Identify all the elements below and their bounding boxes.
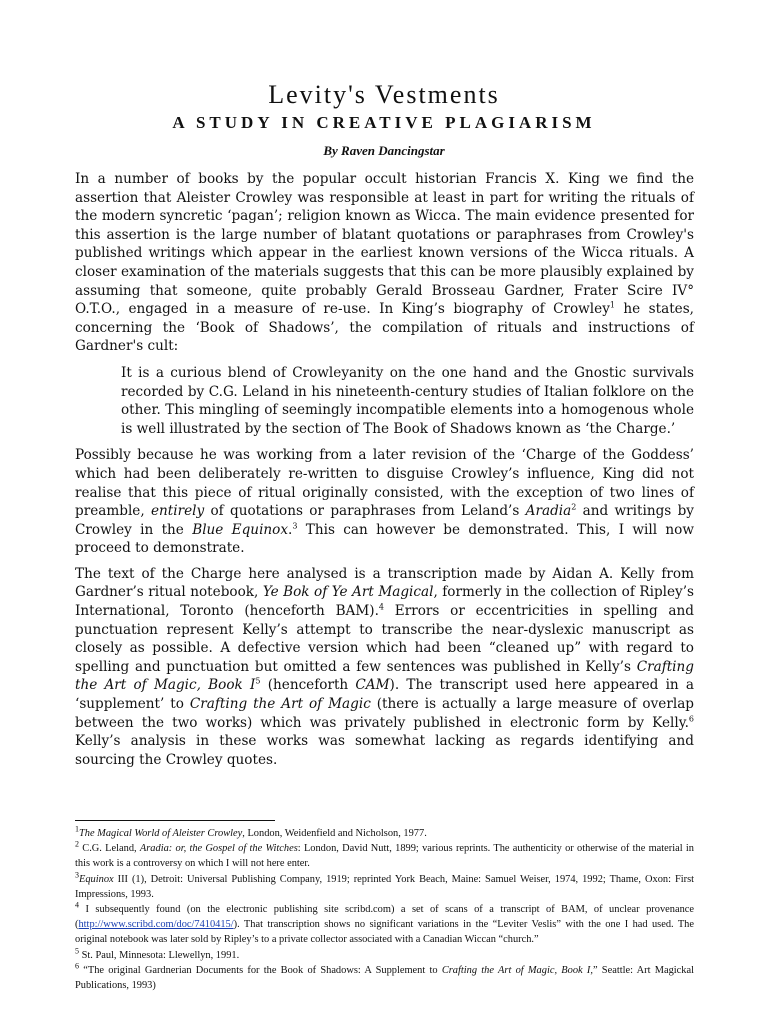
paragraph-1: In a number of books by the popular occult historian Francis X. King we find the assertion that Aleister Crowley was responsible at least in part for writing the rituals of the modern syncretic ‘pagan’; religion known as Wicca. The main evidence presented for this assertion is the large number of blatant quotations or paraphrases from Crowley's published writings which appear in the earliest known versions of the Wicca rituals. A closer examination of the materials suggests that this can be more plausibly explained by assuming that someone, quite probably Gerald Brosseau Gardner, Frater Scire IV° O.T.O., engaged in a measure of re-use. In King’s biography of Crowley$^1$ he states, concerning the ‘Book of Shadows’, the compilation of rituals and instructions of Gardner's cult: bbox=[75, 171, 694, 355]
author-byline: By Raven Dancingstar bbox=[323, 143, 445, 158]
document-subtitle: A STUDY IN CREATIVE PLAGIARISM bbox=[172, 113, 596, 132]
footnotes bbox=[75, 826, 694, 993]
footnote-divider bbox=[75, 820, 275, 821]
footnote-ref-6: 6 bbox=[688, 714, 694, 724]
footnote-ref-2: 2 bbox=[571, 502, 577, 512]
scribd-link[interactable]: http://www.scribd.com/doc/7410415/ bbox=[78, 919, 234, 931]
body-text bbox=[75, 170, 694, 776]
footnote-2: $^2$ C.G. Leland, Aradia: or, the Gospel of the Witches: London, David Nutt, 1899; various reprints. The authenticity or otherwise of the material in this work is a controversy on which I will not here enter. bbox=[75, 839, 694, 870]
footnote-ref-5: 5 bbox=[255, 676, 261, 686]
footnote-ref-4: 4 bbox=[378, 602, 385, 612]
footnote-1: $^1$The Magical World of Aleister Crowley, London, Weidenfield and Nicholson, 1977. bbox=[75, 824, 427, 839]
footnote-6: $^6$ “The original Gardnerian Documents for the Book of Shadows: A Supplement to Crafting the Art of Magic, Book I,” Seattle: Art Magickal Publications, 1993) bbox=[75, 961, 694, 992]
footnote-3: $^3$Equinox III (1), Detroit: Universal Publishing Company, 1919; reprinted York Beach, Maine: Samuel Weiser, 1974, 1992; Thame, Oxon: First Impressions, 1993. bbox=[75, 870, 694, 900]
footnote-ref-3: 3 bbox=[292, 521, 298, 531]
footnote-ref-1: 1 bbox=[609, 300, 615, 310]
footnote-5: $^5$ St. Paul, Minnesota: Llewellyn, 1991. bbox=[75, 946, 240, 961]
paragraph-3: The text of the Charge here analysed is a transcription made by Aidan A. Kelly from Gardner’s ritual notebook, Ye Bok of Ye Art Magical, formerly in the collection of Ripley’s International, Toronto (henceforth BAM).$^4$ Errors or eccentricities in spelling and punctuation represent Kelly’s attempt to transcribe the near-dyslexic manuscript as closely as possible. A defective version which had been “cleaned up” with regard to spelling and punctuation but omitted a few sentences was published in Kelly’s Crafting the Art of Magic, Book I$^5$ (henceforth CAM). The transcript used here appeared in a ‘supplement’ to Crafting the Art of Magic (there is actually a large measure of overlap between the two works) which was privately published in electronic form by Kelly.$^6$ Kelly’s analysis in these works was somewhat lacking as regards identifying and sourcing the Crowley quotes. bbox=[75, 565, 695, 768]
paragraph-2: Possibly because he was working from a later revision of the ‘Charge of the Goddess’ which had been deliberately re-written to disguise Crowley’s influence, King did not realise that this piece of ritual originally consisted, with the exception of two lines of preamble, entirely of quotations or paraphrases from Leland’s Aradia$^2$ and writings by Crowley in the Blue Equinox.$^3$ This can however be demonstrated. This, I will now proceed to demonstrate. bbox=[75, 447, 695, 557]
document-title: Levity's Vestments bbox=[268, 80, 500, 109]
footnote-4: $^4$ I subsequently found (on the electronic publishing site scribd.com) a set of scans of a transcript of BAM, of unclear provenance (http://www.scribd.com/doc/7410415/). That transcription shows no significant variations in the “Leviter Veslis” with the one I had used. The original notebook was later sold by Ripley’s to a private collector associated with a Canadian Wiccan “church.” bbox=[75, 900, 694, 946]
block-quote: It is a curious blend of Crowleyanity on the one hand and the Gnostic survivals recorded by C.G. Leland in his nineteenth-century studies of Italian folklore on the other. This mingling of seemingly incompatible elements into a homogenous whole is well illustrated by the section of The Book of Shadows known as ‘the Charge.’ bbox=[121, 364, 694, 437]
